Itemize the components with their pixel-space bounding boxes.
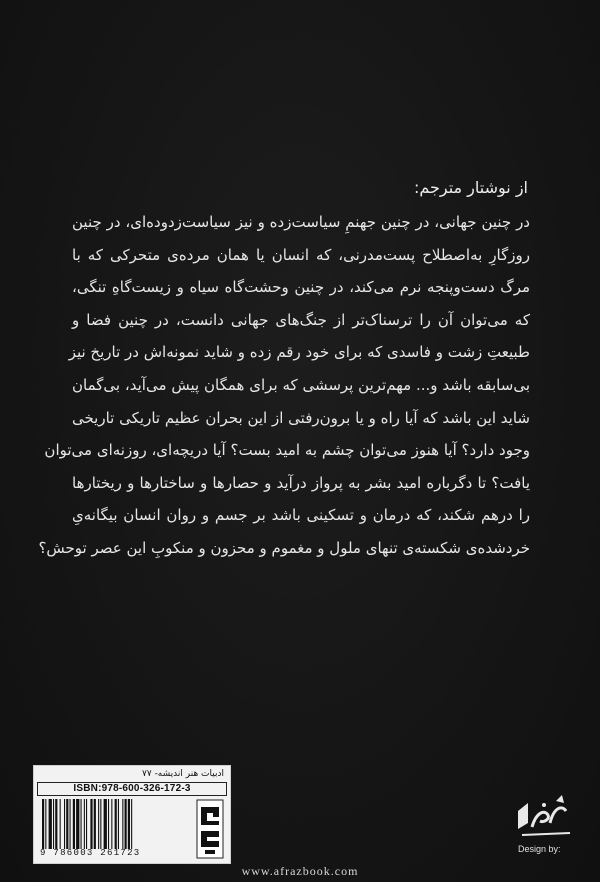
paragraph-line: در چنین جهانی، در چنین جهنمِ سیاست‌زده و نیز سیاست‌زدوده‌ای، در چنین <box>72 213 530 231</box>
paragraph-line: شاید این باشد که آیا راه و یا برون‌رفتی از این بحران عظیم تاریکی تاریخی <box>72 408 530 427</box>
barcode-digits: 9 786003 261723 <box>40 848 141 858</box>
paragraph-line: خردشده‌ی شکسته‌ی تنهای ملول و مغموم و محزون و منکوبِ این عصر توحش؟ <box>38 538 530 557</box>
translator-note-paragraph <box>38 206 530 565</box>
paragraph-line: وجود دارد؟ آیا هنوز می‌توان چشم به امید بست؟ آیا دریچه‌ای، روزنه‌ای می‌توان <box>44 441 530 460</box>
publisher-website: www.afrazbook.com <box>241 864 359 878</box>
paragraph-line: بی‌سابقه باشد و... مهم‌ترین پرسشی که برای همگان پیش می‌آید، بی‌گمان <box>72 375 530 394</box>
paragraph-line: روزگارِ به‌اصطلاح پست‌مدرنی، که انسان یا همان مرده‌ی متحرکی که با <box>72 245 530 264</box>
paragraph-line: یافت؟ تا دگرباره امید بشر به پرواز درآید و حصارها و ساختارها و ریختارها <box>72 473 530 492</box>
paragraph-line: طبیعتِ زشت و فاسدی که برای خود رقم زده و شاید نمونه‌اش در تاریخ نیز <box>68 343 530 362</box>
design-by-label: Design by: <box>518 844 561 854</box>
paragraph-line: که می‌توان آن را ترسناک‌تر از جنگ‌های جهانی دانست، در چنین فضا و <box>72 310 530 329</box>
publisher-logo-icon <box>196 799 224 859</box>
barcode-icon <box>40 799 190 849</box>
paragraph-line: مرگ دست‌وپنجه نرم می‌کند، در چنین وحشت‌گاه سیاه و زیست‌گاهِ تنگی، <box>72 278 530 297</box>
paragraph-line: را درهم شکند، که درمان و تسکینی باشد بر جسم و روان انسان بیگانه‌یِ <box>72 506 530 525</box>
barcode-panel <box>33 765 231 864</box>
series-label: ادبیات هنر اندیشه- ۷۷ <box>142 769 224 779</box>
translator-note-heading: از نوشتار مترجم: <box>413 178 528 197</box>
designer-signature-logo-icon <box>514 793 574 841</box>
isbn-number: ISBN:978-600-326-172-3 <box>37 782 227 796</box>
